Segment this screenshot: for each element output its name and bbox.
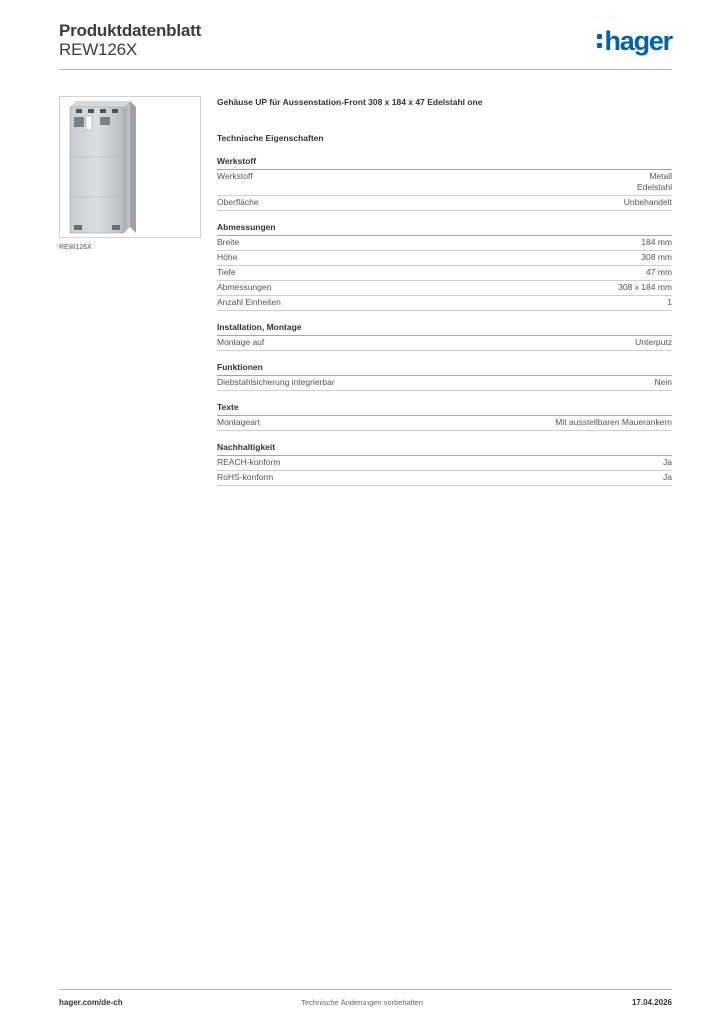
document-subtitle: REW126X [59, 40, 137, 59]
group-title: Installation, Montage [217, 321, 672, 336]
property-row [217, 296, 672, 311]
product-details [217, 96, 672, 486]
footer-date: 17.04.2026 [631, 998, 672, 1007]
product-housing-icon [60, 97, 200, 237]
property-row [217, 471, 672, 486]
property-row [217, 236, 672, 251]
property-label: REACH-konform [217, 457, 281, 467]
property-row [217, 266, 672, 281]
property-value: Ja [663, 457, 672, 467]
property-label: Diebstahlsicherung integrierbar [217, 377, 335, 387]
property-row [217, 281, 672, 296]
property-label: Werkstoff [217, 171, 253, 181]
property-row [217, 251, 672, 266]
property-value: 308 x 184 mm [618, 282, 672, 292]
property-row [217, 170, 672, 196]
document-title: Produktdatenblatt [59, 21, 202, 40]
group-title: Texte [217, 401, 672, 416]
property-label: Montage auf [217, 337, 265, 347]
property-value: 184 mm [641, 237, 672, 247]
product-image [59, 96, 201, 238]
property-value: Nein [654, 377, 672, 387]
group-title: Funktionen [217, 361, 672, 376]
logo-dots-icon [597, 32, 602, 50]
property-value: 47 mm [646, 267, 672, 277]
property-label: Abmessungen [217, 282, 272, 292]
group-texte [217, 401, 672, 431]
property-value: Unbehandelt [623, 197, 672, 207]
product-image-caption: REW126X [59, 244, 92, 251]
property-label: Breite [217, 237, 240, 247]
group-title: Abmessungen [217, 221, 672, 236]
property-value: 1 [667, 297, 672, 307]
group-title: Werkstoff [217, 155, 672, 170]
footer-website-link[interactable]: hager.com/de-ch [59, 998, 123, 1007]
property-value: 308 mm [641, 252, 672, 262]
group-werkstoff [217, 155, 672, 211]
footer-disclaimer: Technische Änderungen vorbehalten [301, 998, 423, 1007]
property-label: RoHS-konform [217, 472, 274, 482]
property-label: Montageart [217, 417, 260, 427]
property-label: Anzahl Einheiten [217, 297, 281, 307]
property-value-line: Edelstahl [637, 182, 672, 192]
group-title: Nachhaltigkeit [217, 441, 672, 456]
property-value: Ja [663, 472, 672, 482]
footer-divider [59, 989, 672, 990]
logo-text: hager [604, 25, 672, 56]
property-label: Tiefe [217, 267, 236, 277]
property-value: Unterputz [635, 337, 672, 347]
hager-logo[interactable] [597, 26, 672, 56]
property-value [637, 171, 672, 193]
group-abmessungen [217, 221, 672, 311]
property-row [217, 376, 672, 391]
product-description: Gehäuse UP für Aussenstation-Front 308 x 184 x 47 Edelstahl one [217, 97, 483, 107]
property-value-line: Metall [649, 171, 672, 181]
property-label: Höhe [217, 252, 238, 262]
header-block [59, 20, 672, 70]
property-value: Mit ausstellbaren Mauerankern [555, 417, 672, 427]
property-label: Oberfläche [217, 197, 259, 207]
property-row [217, 196, 672, 211]
property-row [217, 416, 672, 431]
group-nachhaltigkeit [217, 441, 672, 486]
group-funktionen [217, 361, 672, 391]
group-installation [217, 321, 672, 351]
section-title: Technische Eigenschaften [217, 133, 324, 143]
header-divider [59, 69, 672, 70]
property-row [217, 336, 672, 351]
property-row [217, 456, 672, 471]
